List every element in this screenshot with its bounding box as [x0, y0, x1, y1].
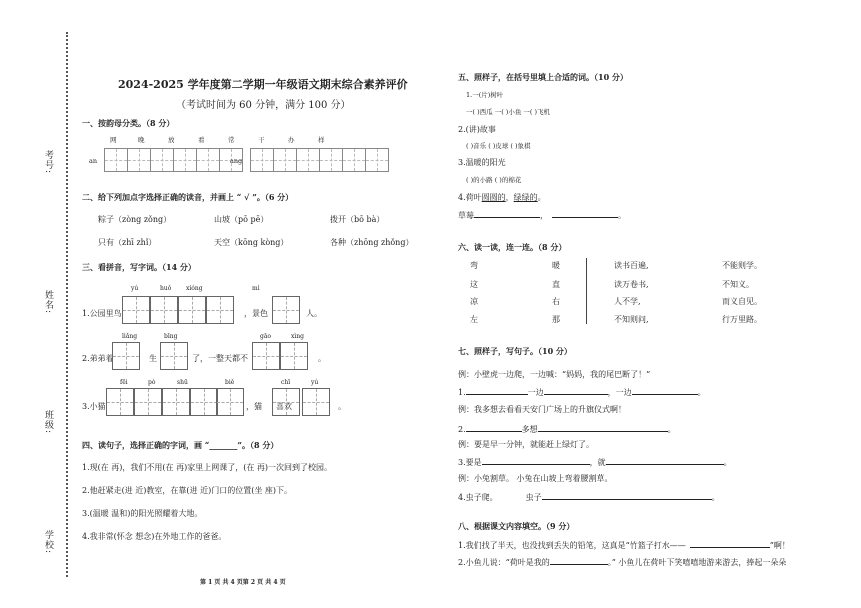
s1-char-5: 常 — [228, 136, 235, 144]
s5-e4c: ， — [505, 193, 514, 202]
char-box[interactable] — [162, 388, 190, 416]
s2-item-6[interactable]: 各种（zhōng zhǒng） — [330, 238, 414, 247]
s1-char-2: 晚 — [138, 136, 145, 144]
section7-title: 七、照样子，写句子。（10 分） — [458, 346, 572, 356]
s6-right2-3[interactable]: 而义自见。 — [722, 297, 762, 306]
s6-right1-4[interactable]: 不知则问, — [614, 315, 649, 324]
section6-title: 六、读一读，连一连。（8 分） — [458, 242, 567, 252]
s7-blank-4[interactable] — [458, 491, 720, 503]
char-box[interactable] — [134, 388, 162, 416]
s2-item-4[interactable]: 只有（zhī zhǐ） — [98, 238, 157, 247]
s5-e4g: ， — [540, 211, 548, 220]
s4-line-1[interactable]: 1.现(在 再)，我们不用(在 再)家里上网课了，(在 再)一次回到了校园。 — [82, 463, 332, 472]
section8-title: 八、根据课文内容填空。（9 分） — [458, 521, 575, 531]
s2-item-1[interactable]: 粽子（zòng zǒng） — [98, 215, 172, 224]
pinyin-xiong: xióng — [186, 285, 203, 292]
s7-example-3: 例：要是早一分钟，就能赶上绿灯了。 — [458, 440, 594, 449]
char-box[interactable] — [178, 296, 206, 324]
s2-item-5[interactable]: 天空（kōng kòng） — [214, 238, 289, 247]
s3-line2-a: 2.弟弟着 — [82, 354, 114, 363]
s6-left1-3[interactable]: 凉 — [470, 297, 478, 306]
pinyin-yu2: yú — [311, 379, 319, 386]
s8-q1b: ”啊！ — [769, 541, 790, 550]
s3-line3-a: 3.小猫 — [82, 402, 106, 411]
char-box[interactable] — [302, 388, 330, 416]
section2-title: 二、给下列加点字选择正确的读音，并画上 “ √ ”。（6 分） — [82, 192, 294, 202]
char-box[interactable] — [280, 342, 308, 370]
char-box[interactable] — [112, 342, 140, 370]
s6-right1-1[interactable]: 读书百遍, — [614, 261, 649, 270]
s6-right2-2[interactable]: 不知义。 — [722, 280, 754, 289]
ang-writing-grid[interactable] — [250, 148, 388, 172]
s7-q2c: 。 — [667, 425, 676, 434]
char-box[interactable] — [216, 388, 244, 416]
pinyin-bie: biě — [225, 379, 235, 386]
s7-q2a: 2. — [458, 425, 466, 434]
s3-line1-a: 1.公园里鸟 — [82, 309, 122, 318]
s3-line3-c: 喜欢 — [276, 402, 292, 411]
s7-q3b: ，就 — [589, 458, 606, 467]
an-label: an — [89, 157, 98, 165]
pinyin-po: pò — [148, 379, 156, 386]
s6-left1-4[interactable]: 左 — [470, 315, 478, 324]
s8-q2b: 。” 小鱼儿在荷叶下笑嘻嘻地游来游去，捧起一朵朵 — [607, 558, 787, 567]
s8-q2a: 2.小鱼儿说：“荷叶是我的 — [458, 558, 550, 567]
s6-right2-4[interactable]: 行万里路。 — [722, 315, 762, 324]
s3-line2-c: 了，一整天都不 — [192, 354, 248, 363]
pinyin-mi: mì — [252, 285, 260, 292]
s7-q1d: 。 — [697, 388, 706, 397]
binding-dotted-line — [66, 32, 68, 577]
s5-blank-2[interactable]: ( )音乐 ( )皮球 ( )象棋 — [466, 142, 531, 150]
s2-item-3[interactable]: 拨开（bō bà） — [330, 215, 385, 224]
s6-left2-3[interactable]: 右 — [552, 297, 560, 306]
s5-blank-4[interactable] — [458, 209, 626, 221]
char-box[interactable] — [122, 296, 150, 324]
s7-q4c: 。 — [711, 493, 720, 502]
s3-line1-b: ，景色 — [244, 309, 268, 318]
s2-item-2[interactable]: 山坡（pō pē） — [214, 215, 269, 224]
s5-e4f: 草莓 — [458, 211, 474, 220]
char-box[interactable] — [272, 296, 300, 324]
s7-q1b: 一边 — [527, 388, 544, 397]
s7-q1a: 1. — [458, 388, 466, 397]
s3-line1-c: 人。 — [306, 309, 322, 318]
s4-line-4[interactable]: 4.我非常(怀念 想念)在外地工作的爸爸。 — [82, 532, 227, 541]
pinyin-yu: yú — [131, 285, 139, 292]
s7-q1c: ，一边 — [607, 388, 632, 397]
char-box[interactable] — [150, 296, 178, 324]
s5-blank-3[interactable]: ( )的小路 ( )的棉花 — [466, 176, 522, 184]
pinyin-fei: fēi — [120, 379, 128, 386]
s6-left1-1[interactable]: 弯 — [470, 261, 478, 270]
label-banji: 班级: — [43, 410, 53, 435]
s7-example-1: 例：小壁虎一边爬，一边喊：“妈妈，我的尾巴断了！” — [458, 370, 651, 379]
pinyin-chi: chī — [281, 379, 291, 386]
pinyin-gao: gāo — [260, 333, 272, 340]
s3-line2-b: 生 — [149, 354, 157, 363]
s5-e4a: 4.荷叶 — [458, 193, 482, 202]
s1-char-4: 看 — [198, 136, 205, 144]
s5-e4h: 。 — [618, 211, 626, 220]
page-footer: 第 1 页 共 4 页第 2 页 共 4 页 — [200, 579, 286, 586]
s3-line2-d: 。 — [318, 354, 326, 363]
pinyin-huo: huǒ — [160, 285, 172, 292]
s1-char-1: 网 — [110, 136, 117, 144]
s6-divider — [586, 258, 587, 324]
label-xuexiao: 学校: — [43, 530, 53, 555]
label-xingming: 姓名: — [43, 290, 53, 315]
section4-title: 四、读句子，选择正确的字词，画 “_______”。（8 分） — [82, 440, 279, 450]
s7-example-4: 例：小兔割草。 小兔在山坡上弯着腰割草。 — [458, 474, 613, 483]
pinyin-liang: liǎng — [122, 333, 138, 340]
s8-blank-1[interactable] — [458, 539, 790, 551]
s4-line-2[interactable]: 2.他赶紧走(进 近)教室，在靠(进 近)门口的位置(坐 座)下。 — [82, 486, 292, 495]
an-writing-grid[interactable] — [104, 148, 242, 172]
char-box[interactable] — [272, 388, 300, 416]
s6-right1-3[interactable]: 人不学, — [614, 297, 641, 306]
s5-example-3: 3.温暖的阳光 — [458, 158, 506, 167]
section3-title: 三、看拼音，写字词。（14 分） — [82, 262, 196, 272]
s5-blank-1[interactable]: 一( )西瓜 一( )小鱼 一( )飞机 — [466, 108, 551, 116]
s7-q3a: 3.要是 — [458, 458, 482, 467]
page-title: 2024-2025 学年度第二学期一年级语文期末综合素养评价 — [118, 78, 408, 91]
s7-blank-1[interactable] — [458, 386, 706, 398]
s5-e4d: 绿绿的 — [513, 193, 538, 202]
s5-e4b: 圆圆的 — [481, 193, 506, 202]
s7-blank-3[interactable] — [458, 456, 732, 468]
s5-e4e: 。 — [537, 193, 546, 202]
s5-example-4 — [458, 192, 546, 203]
section1-title: 一、按韵母分类。（8 分） — [82, 118, 175, 128]
char-box[interactable] — [252, 342, 280, 370]
label-kaohao: 考号: — [43, 150, 53, 175]
s5-example-2: 2.(讲)故事 — [458, 125, 496, 134]
s8-q1a: 1.我们找了半天，也没找到丢失的铅笔，这真是“竹篮子打水—— — [458, 541, 686, 550]
s6-left2-1[interactable]: 暖 — [552, 261, 560, 270]
s5-example-1: 1.一(片)树叶 — [466, 91, 504, 99]
pinyin-shu: shū — [177, 379, 188, 386]
s1-char-3: 放 — [168, 136, 175, 144]
s7-q2b: 多想 — [521, 425, 538, 434]
s8-blank-2[interactable] — [458, 556, 786, 568]
s6-right2-1[interactable]: 不能则学。 — [722, 261, 762, 270]
char-box[interactable] — [160, 342, 188, 370]
ang-label: ang — [230, 157, 243, 165]
s3-line3-d: 。 — [338, 402, 346, 411]
s7-blank-2[interactable] — [458, 423, 676, 435]
char-box[interactable] — [206, 296, 234, 324]
s6-left2-2[interactable]: 直 — [552, 280, 560, 289]
s1-char-8: 样 — [318, 136, 325, 144]
s7-q4a: 4.虫子爬。 — [458, 493, 498, 502]
s7-q4b: 虫子 — [525, 493, 542, 502]
pinyin-xing: xìng — [291, 333, 305, 340]
page-subtitle: （考试时间为 60 分钟，满分 100 分） — [176, 100, 351, 111]
section5-title: 五、照样子，在括号里填上合适的词。（10 分） — [458, 72, 628, 82]
s6-left2-4[interactable]: 那 — [552, 315, 560, 324]
s6-right1-2[interactable]: 读万卷书, — [614, 280, 649, 289]
s1-char-7: 办 — [288, 136, 295, 144]
s4-line-3[interactable]: 3.(温暖 温和)的阳光照耀着大地。 — [82, 509, 203, 518]
s3-line3-b: ，猫 — [246, 402, 262, 411]
s7-q3c: 。 — [723, 458, 732, 467]
s1-char-6: 干 — [258, 136, 265, 144]
s7-example-2: 例：我多想去看看天安门广场上的升旗仪式啊！ — [458, 405, 626, 414]
s6-left1-2[interactable]: 这 — [470, 280, 478, 289]
char-box[interactable] — [190, 388, 218, 416]
pinyin-bing: bīng — [164, 333, 178, 340]
char-box[interactable] — [106, 388, 134, 416]
